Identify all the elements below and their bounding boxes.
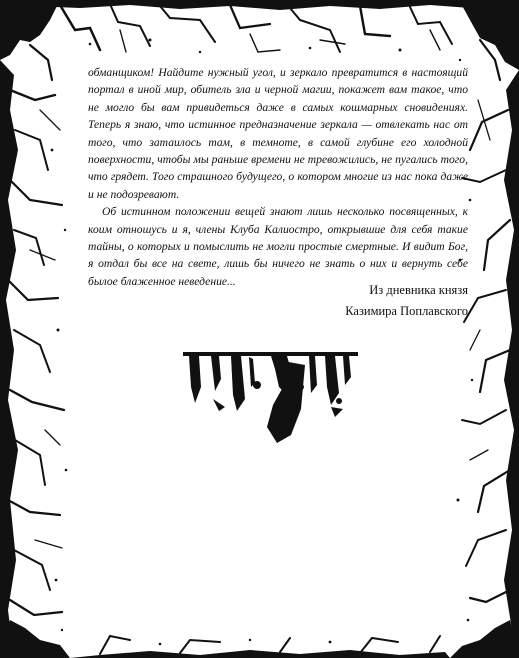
attribution-line-2: Казимира Поплавского xyxy=(345,304,468,318)
attribution xyxy=(250,280,468,322)
inverted-mirror-reflection-ornament xyxy=(183,347,358,443)
attribution-line-1: Из дневника князя xyxy=(369,283,468,297)
main-text xyxy=(88,64,468,290)
paragraph-1: обманщиком! Найдите нужный угол, и зеркало превратится в настоящий портал в иной мир, обитель зла и черной магии, покажет вам такое, что не могло бы вам привидеться даже в самых кошмарных сновидениях. Теперь я знаю, что истинное предназначение зеркала — отвлекать нас от того, что затаилось там, в темноте, в самой глубине его холодной поверхности, чтобы мы раньше времени не тревожились, не пугались того, что грядет. Того страшного будущего, о котором многие из нас пока даже и не подозревают. xyxy=(88,66,468,201)
paragraph-2: Об истинном положении вещей знают лишь несколько посвященных, к коим отношусь и я, члены Клуба Калиостро, открывшие для себя такие тайны, о которых и помыслить не могли простые смертные. И видит Бог, я отдал бы все на свете, лишь бы ничего не знать о них и вернуть себе былое блаженное неведение... xyxy=(88,205,468,288)
